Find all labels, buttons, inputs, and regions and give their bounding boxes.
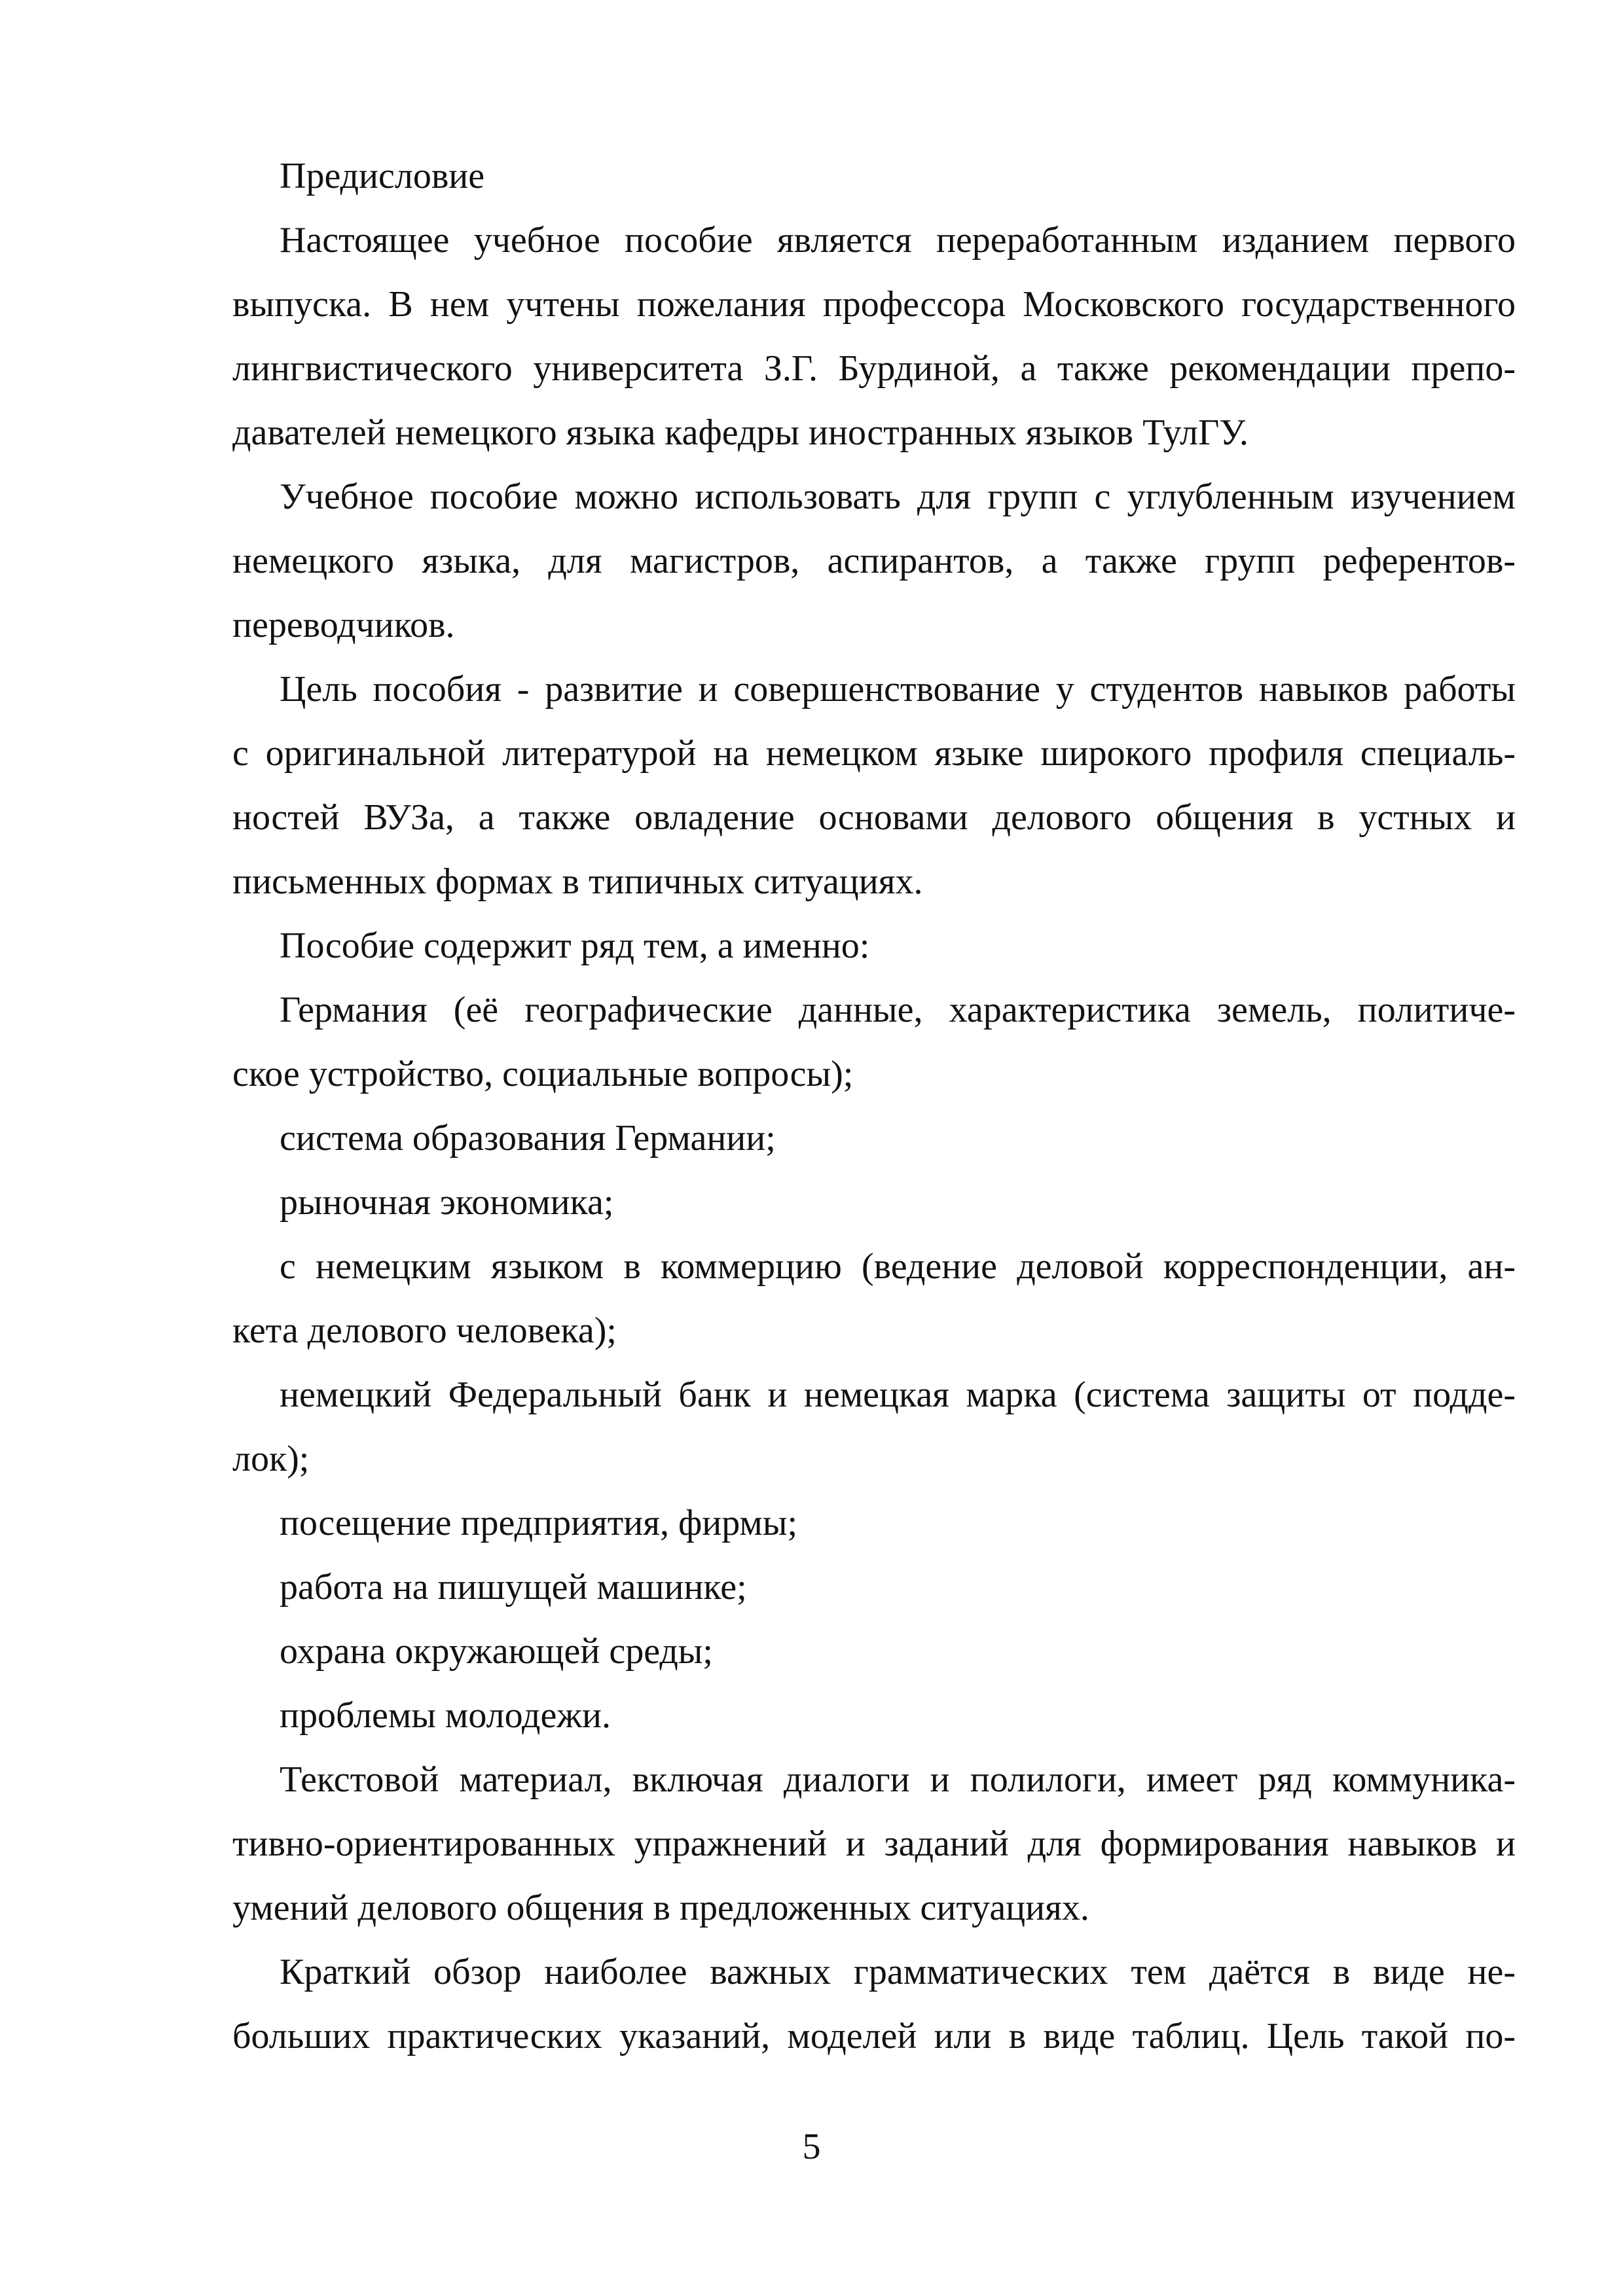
paragraph-line: лингвистического университета З.Г. Бурдиной, а также рекомендации препо- [232, 348, 1516, 389]
topic-list-item-continuation: лок); [232, 1439, 310, 1479]
topic-list-item-continuation: ское устройство, социальные вопросы); [232, 1054, 854, 1094]
topic-list-item: посещение предприятия, фирмы; [280, 1503, 798, 1543]
paragraph-line: умений делового общения в предложенных ситуациях. [232, 1888, 1089, 1928]
topic-list-item: проблемы молодежи. [280, 1695, 611, 1736]
paragraph-line: давателей немецкого языка кафедры иностранных языков ТулГУ. [232, 412, 1249, 453]
paragraph-line: с оригинальной литературой на немецком языке широкого профиля специаль- [232, 733, 1516, 774]
preface-heading: Предисловие [280, 156, 485, 196]
paragraph-line: переводчиков. [232, 605, 455, 645]
paragraph-line: Настоящее учебное пособие является переработанным изданием первого [280, 220, 1516, 260]
topic-list-item: рыночная экономика; [280, 1182, 614, 1223]
topic-list-item: система образования Германии; [280, 1118, 776, 1158]
topic-list-item: немецкий Федеральный банк и немецкая марка (система защиты от подде- [280, 1374, 1516, 1415]
paragraph-line: письменных формах в типичных ситуациях. [232, 861, 923, 902]
paragraph-line: Краткий обзор наиболее важных грамматических тем даётся в виде не- [280, 1952, 1516, 1992]
topic-list-item: работа на пишущей машинке; [280, 1567, 747, 1607]
topic-list-item: с немецким языком в коммерцию (ведение деловой корреспонденции, ан- [280, 1246, 1516, 1287]
paragraph-line: больших практических указаний, моделей или в виде таблиц. Цель такой по- [232, 2016, 1516, 2056]
topic-list-item: Германия (её географические данные, характеристика земель, политиче- [280, 990, 1516, 1030]
topic-list-item-continuation: кета делового человека); [232, 1310, 617, 1351]
paragraph-line: тивно-ориентированных упражнений и заданий для формирования навыков и [232, 1823, 1516, 1864]
paragraph-line: выпуска. В нем учтены пожелания профессора Московского государственного [232, 284, 1516, 325]
paragraph-line: Учебное пособие можно использовать для групп с углубленным изучением [280, 476, 1516, 517]
paragraph-line: Текстовой материал, включая диалоги и полилоги, имеет ряд коммуника- [280, 1759, 1516, 1800]
paragraph-line: Пособие содержит ряд тем, а именно: [280, 925, 870, 966]
paragraph-line: немецкого языка, для магистров, аспирантов, а также групп референтов- [232, 541, 1516, 581]
paragraph-line: ностей ВУЗа, а также овладение основами делового общения в устных и [232, 797, 1516, 838]
preface-text [232, 144, 1516, 2068]
topic-list-item: охрана окружающей среды; [280, 1631, 713, 1672]
paragraph-line: Цель пособия - развитие и совершенствование у студентов навыков работы [280, 669, 1516, 709]
page-number: 5 [802, 2126, 821, 2167]
